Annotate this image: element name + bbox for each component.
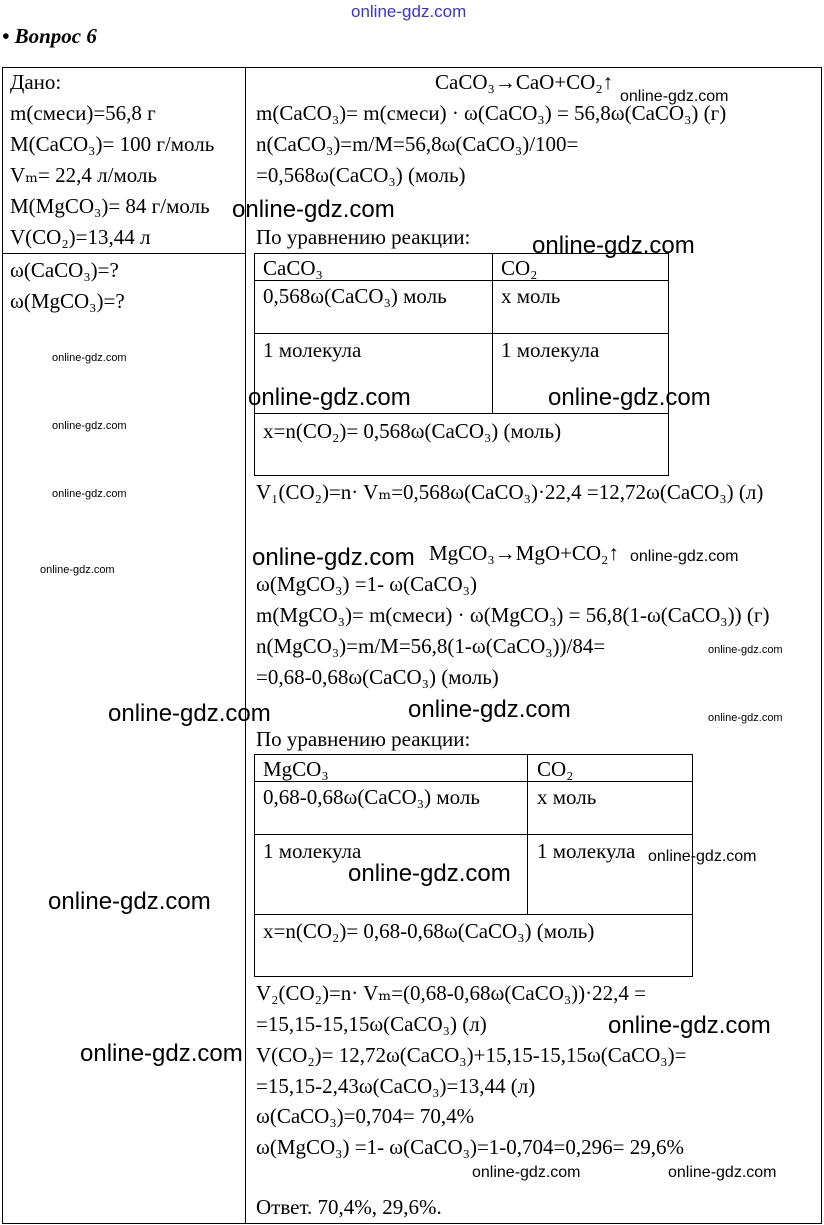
table1-border xyxy=(668,253,669,476)
table1-cell: 1 молекула xyxy=(263,338,362,362)
table2-cell: 1 молекула xyxy=(537,839,636,863)
solution-line: =0,68-0,68ω(CaCO₃) (моль) xyxy=(256,665,499,689)
watermark: online-gdz.com xyxy=(252,544,415,571)
table1-border xyxy=(492,253,493,414)
watermark: online-gdz.com xyxy=(548,384,711,411)
solution-line: =0,568ω(CaCO₃) (моль) xyxy=(256,163,466,187)
table1-header: CO₂ xyxy=(501,256,538,280)
table-top-border xyxy=(2,67,822,68)
watermark: online-gdz.com xyxy=(52,488,127,500)
watermark: online-gdz.com xyxy=(648,848,757,865)
watermark: online-gdz.com xyxy=(248,384,411,411)
watermark: online-gdz.com xyxy=(608,1012,771,1039)
v1-line: V₁(CO₂)=n· Vₘ=0,568ω(CaCO₃)·22,4 =12,72ω(CaCO₃) (л) xyxy=(256,480,764,504)
by-equation-label: По уравнению реакции: xyxy=(256,225,471,249)
table2-border xyxy=(254,754,255,977)
given-title: Дано: xyxy=(10,70,62,94)
watermark: online-gdz.com xyxy=(80,1040,243,1067)
final-line: =15,15-15,15ω(CaCO₃) (л) xyxy=(256,1012,487,1036)
watermark: online-gdz.com xyxy=(48,888,211,915)
watermark: online-gdz.com xyxy=(52,420,127,432)
question-title: • Вопрос 6 xyxy=(2,24,97,48)
table2-border xyxy=(254,976,693,977)
solution-line: n(MgCO₃)=m/M=56,8(1-ω(CaCO₃))/84= xyxy=(256,634,606,658)
table2-header: MgCO₃ xyxy=(263,757,329,781)
given-line: M(CaCO₃)= 100 г/моль xyxy=(10,132,215,156)
answer-line: Ответ. 70,4%, 29,6%. xyxy=(256,1195,442,1219)
table-left-border xyxy=(2,67,3,1224)
final-line: ω(MgCO₃) =1- ω(CaCO₃)=1-0,704=0,296= 29,6% xyxy=(256,1135,684,1159)
final-line: =15,15-2,43ω(CaCO₃)=13,44 (л) xyxy=(256,1074,536,1098)
table2-cell: 0,68-0,68ω(CaCO₃) моль xyxy=(263,785,480,809)
solution-line: m(MgCO₃)= m(смеси) · ω(MgCO₃) = 56,8(1-ω(CaCO₃)) (г) xyxy=(256,603,770,627)
table-right-border xyxy=(821,67,822,1224)
watermark: online-gdz.com xyxy=(52,352,127,364)
table1-cell: 1 молекула xyxy=(501,338,600,362)
reaction-1: CaCO₃→CaO+CO₂↑ xyxy=(435,70,614,94)
watermark: online-gdz.com xyxy=(620,88,729,105)
by-equation-label: По уравнению реакции: xyxy=(256,727,471,751)
given-line: V(CO₂)=13,44 л xyxy=(10,225,151,249)
find-line: ω(MgCO₃)=? xyxy=(10,289,125,313)
table1-border xyxy=(254,333,669,334)
watermark: online-gdz.com xyxy=(708,712,783,724)
watermark: online-gdz.com xyxy=(668,1164,777,1181)
final-line: V₂(CO₂)=n· Vₘ=(0,68-0,68ω(CaCO₃))·22,4 = xyxy=(256,981,647,1005)
watermark: online-gdz.com xyxy=(40,564,115,576)
table1-border xyxy=(254,475,669,476)
watermark: online-gdz.com xyxy=(348,860,511,887)
table1-border xyxy=(254,253,255,476)
column-divider xyxy=(245,67,246,1224)
table1-cell: x моль xyxy=(501,284,561,308)
table2-cell: 1 молекула xyxy=(263,839,362,863)
table2-result: x=n(CO₂)= 0,68-0,68ω(CaCO₃) (моль) xyxy=(263,919,595,943)
table1-cell: 0,568ω(CaCO₃) моль xyxy=(263,284,447,308)
watermark: online-gdz.com xyxy=(408,696,571,723)
table1-header: CaCO₃ xyxy=(263,256,323,280)
watermark: online-gdz.com xyxy=(708,644,783,656)
reaction-2: MgCO₃→MgO+CO₂↑ xyxy=(429,541,619,565)
table2-border xyxy=(254,754,693,755)
table2-header: CO₂ xyxy=(537,757,574,781)
table1-border xyxy=(254,413,669,414)
find-line: ω(CaCO₃)=? xyxy=(10,258,119,282)
solution-line: n(CaCO₃)=m/M=56,8ω(CaCO₃)/100= xyxy=(256,132,579,156)
table2-border xyxy=(527,754,528,915)
final-line: ω(CaCO₃)=0,704= 70,4% xyxy=(256,1104,475,1128)
table1-border xyxy=(254,280,669,281)
solution-line: ω(MgCO₃) =1- ω(CaCO₃) xyxy=(256,572,477,596)
watermark: online-gdz.com xyxy=(232,196,395,223)
given-find-divider xyxy=(2,253,245,254)
table-bottom-border xyxy=(2,1223,822,1224)
table1-result: x=n(CO₂)= 0,568ω(CaCO₃) (моль) xyxy=(263,419,562,443)
watermark: online-gdz.com xyxy=(472,1164,581,1181)
table2-border xyxy=(254,781,693,782)
table2-border xyxy=(254,914,693,915)
watermark: online-gdz.com xyxy=(532,232,695,259)
watermark: online-gdz.com xyxy=(630,548,739,565)
table2-cell: x моль xyxy=(537,785,597,809)
given-line: M(MgCO₃)= 84 г/моль xyxy=(10,194,210,218)
final-line: V(CO₂)= 12,72ω(CaCO₃)+15,15-15,15ω(CaCO₃)= xyxy=(256,1043,687,1067)
table2-border xyxy=(254,834,693,835)
watermark: online-gdz.com xyxy=(108,700,271,727)
site-watermark-top: online-gdz.com xyxy=(351,2,467,21)
given-line: m(смеси)=56,8 г xyxy=(10,101,156,125)
solution-line: m(CaCO₃)= m(смеси) · ω(CaCO₃) = 56,8ω(CaCO₃) (г) xyxy=(256,101,727,125)
given-line: Vₘ= 22,4 л/моль xyxy=(10,163,158,187)
